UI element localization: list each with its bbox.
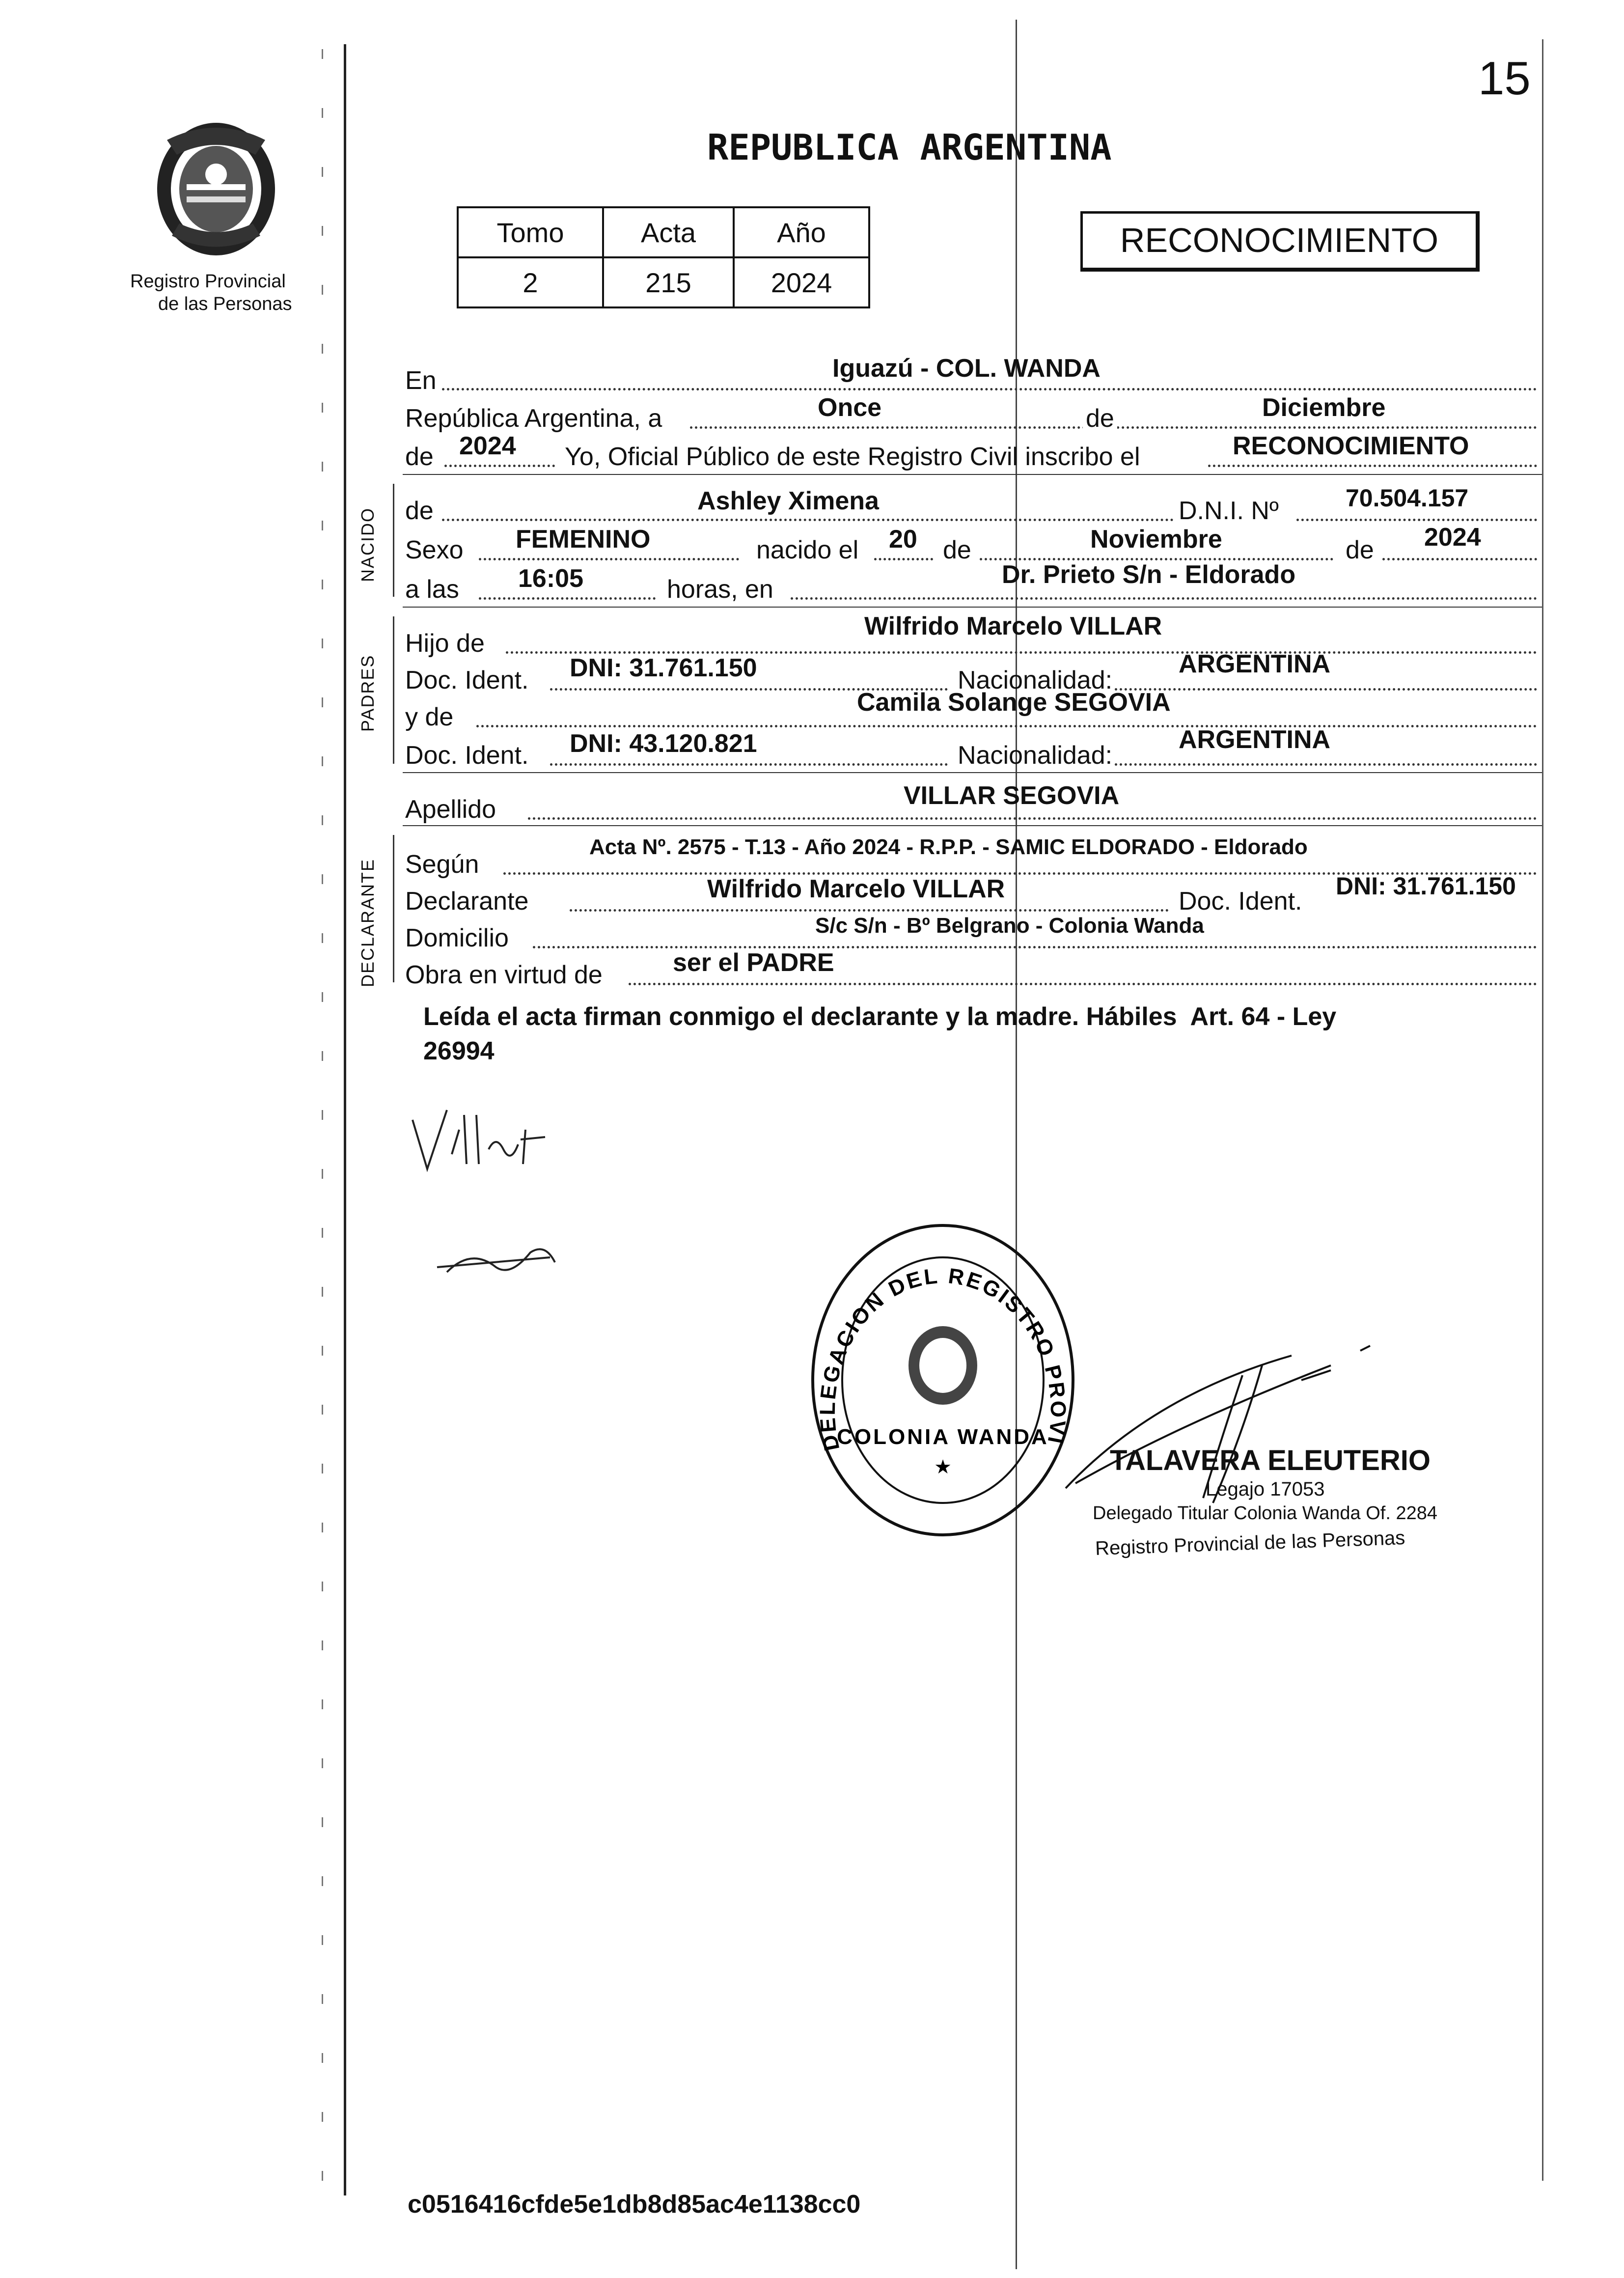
doc-ident-label: Doc. Ident. [405, 741, 529, 770]
section-bracket [393, 835, 394, 982]
dni-label: D.N.I. Nº [1179, 497, 1279, 525]
obra-label: Obra en virtud de [405, 961, 603, 989]
child-dni: 70.504.157 [1346, 484, 1469, 512]
table-header-acta: Acta [603, 207, 734, 257]
table-cell-tomo: 2 [458, 257, 603, 307]
punch-marks [322, 49, 323, 2210]
stamp-outer-text: DELEGACION DEL REGISTRO PROVI [815, 1264, 1071, 1453]
dots [1296, 519, 1537, 521]
dots [528, 817, 1537, 820]
province-seal [147, 111, 285, 263]
dots [442, 388, 1537, 390]
page-number: 15 [1478, 52, 1531, 105]
dots [1382, 558, 1537, 560]
dots [874, 558, 933, 560]
padres-section-label: PADRES [358, 654, 378, 732]
obra-value: ser el PADRE [673, 948, 834, 977]
section-bracket [393, 484, 394, 597]
birth-time: 16:05 [518, 564, 583, 593]
footer-hash: c0516416cfde5e1db8d85ac4e1138cc0 [408, 2190, 861, 2219]
year-value: 2024 [459, 432, 516, 460]
de-label: de [1346, 536, 1374, 564]
sexo-label: Sexo [405, 536, 464, 564]
registry-table [457, 206, 870, 308]
doc-ident-label: Doc. Ident. [405, 666, 529, 695]
act-value: RECONOCIMIENTO [1233, 432, 1469, 460]
page-title: REPUBLICA ARGENTINA [707, 127, 1112, 168]
doc-ident-label: Doc. Ident. [1179, 887, 1302, 916]
divider [403, 772, 1542, 773]
section-bracket [393, 616, 394, 764]
mother-signature [432, 1238, 560, 1284]
nacido-de-label: de [405, 497, 434, 525]
mother-doc: DNI: 43.120.821 [570, 729, 757, 758]
sexo-value: FEMENINO [516, 525, 651, 554]
birth-day: 20 [889, 525, 917, 554]
official-title: Delegado Titular Colonia Wanda Of. 2284 [1093, 1503, 1438, 1524]
declarante-signature [403, 1100, 599, 1181]
mother-name: Camila Solange SEGOVIA [857, 688, 1171, 717]
segun-value: Acta Nº. 2575 - T.13 - Año 2024 - R.P.P. - SAMIC ELDORADO - Eldorado [589, 835, 1308, 859]
oficial-text: Yo, Oficial Público de este Registro Civil inscribo el [565, 443, 1140, 471]
declarante-section-label: DECLARANTE [358, 858, 378, 987]
right-edge-line [1542, 39, 1543, 2181]
table-cell-acta: 215 [603, 257, 734, 307]
dots [629, 983, 1537, 985]
dots [442, 519, 1174, 521]
birth-place: Dr. Prieto S/n - Eldorado [1002, 560, 1296, 589]
nacido-el-label: nacido el [756, 536, 859, 564]
hijo-de-label: Hijo de [405, 629, 485, 658]
birth-year: 2024 [1424, 523, 1481, 552]
divider [403, 607, 1542, 608]
segun-label: Según [405, 850, 479, 879]
nacionalidad-label: Nacionalidad: [958, 666, 1113, 695]
declarante-label: Declarante [405, 887, 529, 916]
closing-text-line2: 26994 [423, 1037, 495, 1065]
star-icon: ★ [934, 1456, 952, 1478]
child-name: Ashley Ximena [697, 487, 879, 515]
logo-caption-line2: de las Personas [158, 294, 292, 314]
nacido-section-label: NACIDO [358, 507, 378, 582]
official-name: TALAVERA ELEUTERIO [1110, 1445, 1431, 1476]
birth-month: Noviembre [1090, 525, 1222, 554]
declarante-doc: DNI: 31.761.150 [1336, 872, 1516, 900]
closing-text-line1: Leída el acta firman conmigo el declarante y la madre. Hábiles Art. 64 - Ley [423, 1002, 1337, 1031]
republica-label: República Argentina, a [405, 404, 662, 433]
en-value: Iguazú - COL. WANDA [832, 354, 1101, 383]
apellido-label: Apellido [405, 795, 496, 824]
declarante-value: Wilfrido Marcelo VILLAR [707, 875, 1005, 903]
doc-type-label: RECONOCIMIENTO [1120, 221, 1439, 259]
divider [403, 825, 1542, 826]
apellido-value: VILLAR SEGOVIA [904, 781, 1120, 810]
table-cell-ano: 2024 [734, 257, 869, 307]
dots [1208, 465, 1537, 467]
en-label: En [405, 366, 437, 395]
mother-nationality: ARGENTINA [1179, 725, 1331, 754]
dots [791, 597, 1537, 600]
dots [444, 465, 555, 467]
stamp-inner-text: COLONIA WANDA [837, 1425, 1049, 1449]
father-name: Wilfrido Marcelo VILLAR [864, 612, 1162, 640]
logo-caption-line1: Registro Provincial [130, 271, 286, 292]
domicilio-label: Domicilio [405, 924, 509, 952]
day-value: Once [818, 393, 882, 422]
a-las-label: a las [405, 575, 459, 604]
y-de-label: y de [405, 703, 454, 731]
domicilio-value: S/c S/n - Bº Belgrano - Colonia Wanda [815, 914, 1204, 938]
official-office: Registro Provincial de las Personas [1095, 1527, 1405, 1560]
de-label: de [1083, 404, 1117, 433]
table-header-tomo: Tomo [458, 207, 603, 257]
horas-en-label: horas, en [667, 575, 773, 604]
nacionalidad-label: Nacionalidad: [958, 741, 1113, 770]
left-margin-line [344, 44, 346, 2195]
divider [403, 474, 1542, 475]
dots [550, 763, 948, 766]
dots [1115, 688, 1537, 691]
father-nationality: ARGENTINA [1179, 650, 1331, 678]
dots [1115, 763, 1537, 766]
de-label: de [943, 536, 971, 564]
father-doc: DNI: 31.761.150 [570, 654, 757, 682]
table-header-ano: Año [734, 207, 869, 257]
dots [479, 558, 739, 560]
year-prefix: de [405, 443, 434, 471]
dots [479, 597, 656, 600]
doc-type-box [1080, 211, 1480, 272]
month-value: Diciembre [1262, 393, 1386, 422]
dots [570, 909, 1169, 912]
official-legajo: Legajo 17053 [1206, 1478, 1325, 1500]
dots [476, 725, 1537, 727]
registry-stamp [805, 1218, 1080, 1545]
